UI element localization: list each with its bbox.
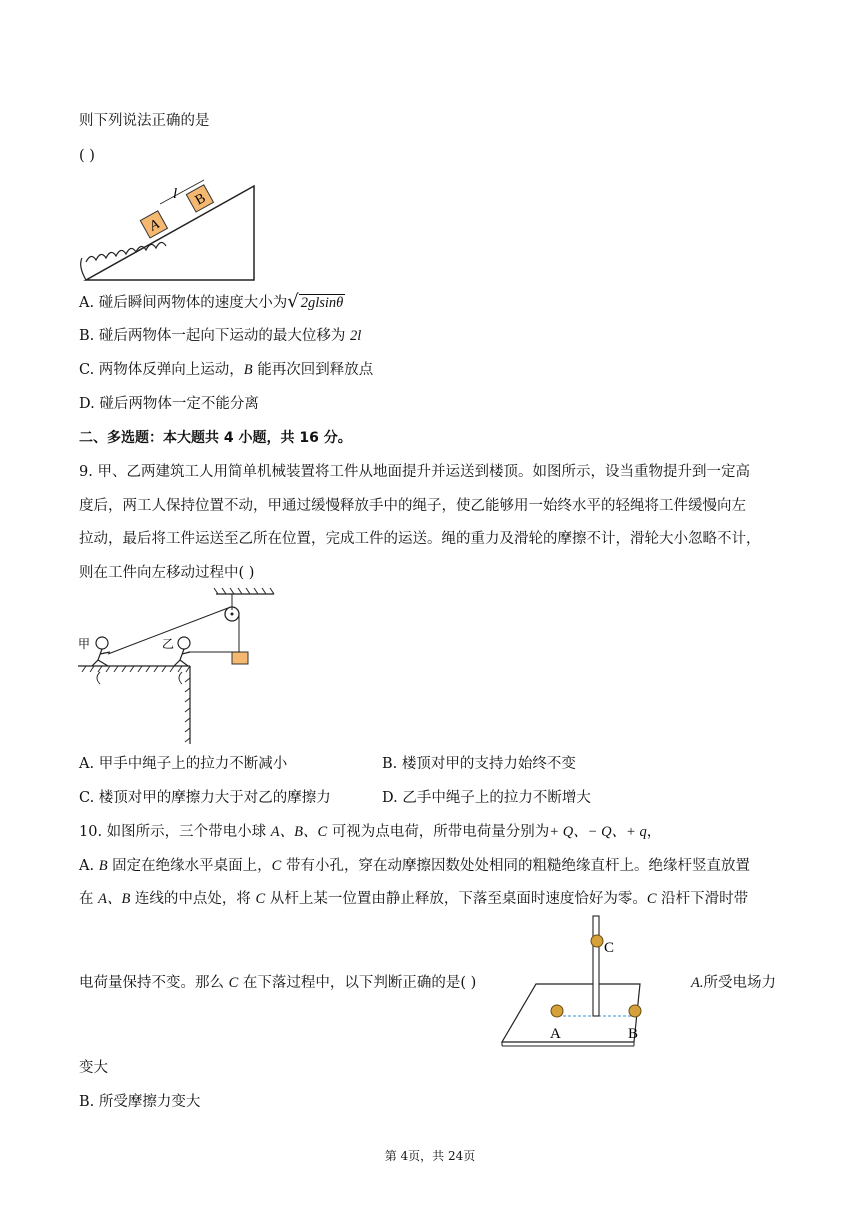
q8-option-d: D. 碰后两物体一定不能分离 bbox=[79, 396, 259, 412]
insulating-rod bbox=[593, 916, 599, 1016]
label-jia: 甲 bbox=[78, 637, 91, 651]
q9-text-line3: 拉动，最后将工件运送至乙所在位置，完成工件的运送。绳的重力及滑轮的摩擦不计，滑轮大小忽略不计， bbox=[79, 531, 761, 547]
worker-yi-icon bbox=[174, 637, 190, 684]
spring-icon bbox=[86, 242, 166, 262]
block-a-label: A bbox=[147, 217, 163, 235]
q9-option-c: C. 楼顶对甲的摩擦力大于对乙的摩擦力 bbox=[79, 790, 331, 806]
q9-option-a: A. 甲手中绳子上的拉力不断减小 bbox=[79, 756, 288, 772]
intro-text: 则下列说法正确的是 bbox=[79, 113, 210, 129]
q10-text-line2: A. B 固定在绝缘水平桌面上，C 带有小孔，穿在动摩擦因数处处相同的粗糙绝缘直杆上。绝缘杆竖直放置 bbox=[79, 858, 750, 874]
page-footer: 第 4页，共 24页 bbox=[384, 1149, 476, 1163]
ball-c-icon bbox=[591, 935, 603, 947]
q9-text-line4: 则在工件向左移动过程中( ) bbox=[79, 565, 255, 581]
q9-pulley-figure bbox=[78, 586, 278, 746]
ball-a-icon bbox=[551, 1005, 563, 1017]
table-surface bbox=[502, 984, 640, 1042]
q10-text-line4: 电荷量保持不变。那么 C 在下落过程中，以下判断正确的是( ) bbox=[79, 975, 477, 991]
q9-option-b: B. 楼顶对甲的支持力始终不变 bbox=[382, 756, 576, 772]
ball-b-icon bbox=[629, 1005, 641, 1017]
answer-bracket: ( ) bbox=[79, 148, 95, 164]
q10-text-line3: 在 A、B 连线的中点处，将 C 从杆上某一位置由静止释放，下落至桌面时速度恰好为零。C 沿杆下滑时带 bbox=[79, 891, 749, 907]
q10-text-line5: 变大 bbox=[79, 1060, 108, 1076]
q10-charges-figure bbox=[500, 914, 650, 1049]
q10-option-a-inline: A.所受电场力 bbox=[691, 975, 776, 991]
q8-incline-figure bbox=[78, 178, 268, 288]
label-a: A bbox=[550, 1026, 561, 1042]
block-b-label: B bbox=[192, 190, 209, 209]
worker-jia-icon bbox=[92, 637, 110, 684]
q9-option-d: D. 乙手中绳子上的拉力不断增大 bbox=[382, 790, 591, 806]
label-c: C bbox=[604, 940, 615, 956]
q8-option-c: C. 两物体反弹向上运动，B 能再次回到释放点 bbox=[79, 362, 374, 378]
q9-text-line1: 9. 甲、乙两建筑工人用简单机械装置将工件从地面提升并运送到楼顶。如图所示，设当重物提升到一定高 bbox=[79, 464, 750, 480]
q9-text-line2: 度后，两工人保持位置不动，甲通过缓慢释放手中的绳子，使乙能够用一始终水平的轻绳将工件缓慢向左 bbox=[79, 498, 746, 514]
q8-option-b: B. 碰后两物体一起向下运动的最大位移为 2l bbox=[79, 328, 362, 344]
workpiece-icon bbox=[232, 652, 248, 664]
section-heading: 二、多选题：本大题共 4 小题，共 16 分。 bbox=[79, 430, 352, 446]
q8-option-a: A. 碰后瞬间两物体的速度大小为√ 2glsinθ bbox=[79, 291, 344, 312]
q10-option-b: B. 所受摩擦力变大 bbox=[79, 1094, 201, 1110]
distance-l-label: l bbox=[173, 186, 178, 202]
q10-text-line1: 10. 如图所示，三个带电小球 A、B、C 可视为点电荷，所带电荷量分别为+ Q、− Q、+ q， bbox=[79, 824, 662, 840]
label-yi: 乙 bbox=[162, 637, 175, 651]
label-b: B bbox=[628, 1026, 639, 1042]
